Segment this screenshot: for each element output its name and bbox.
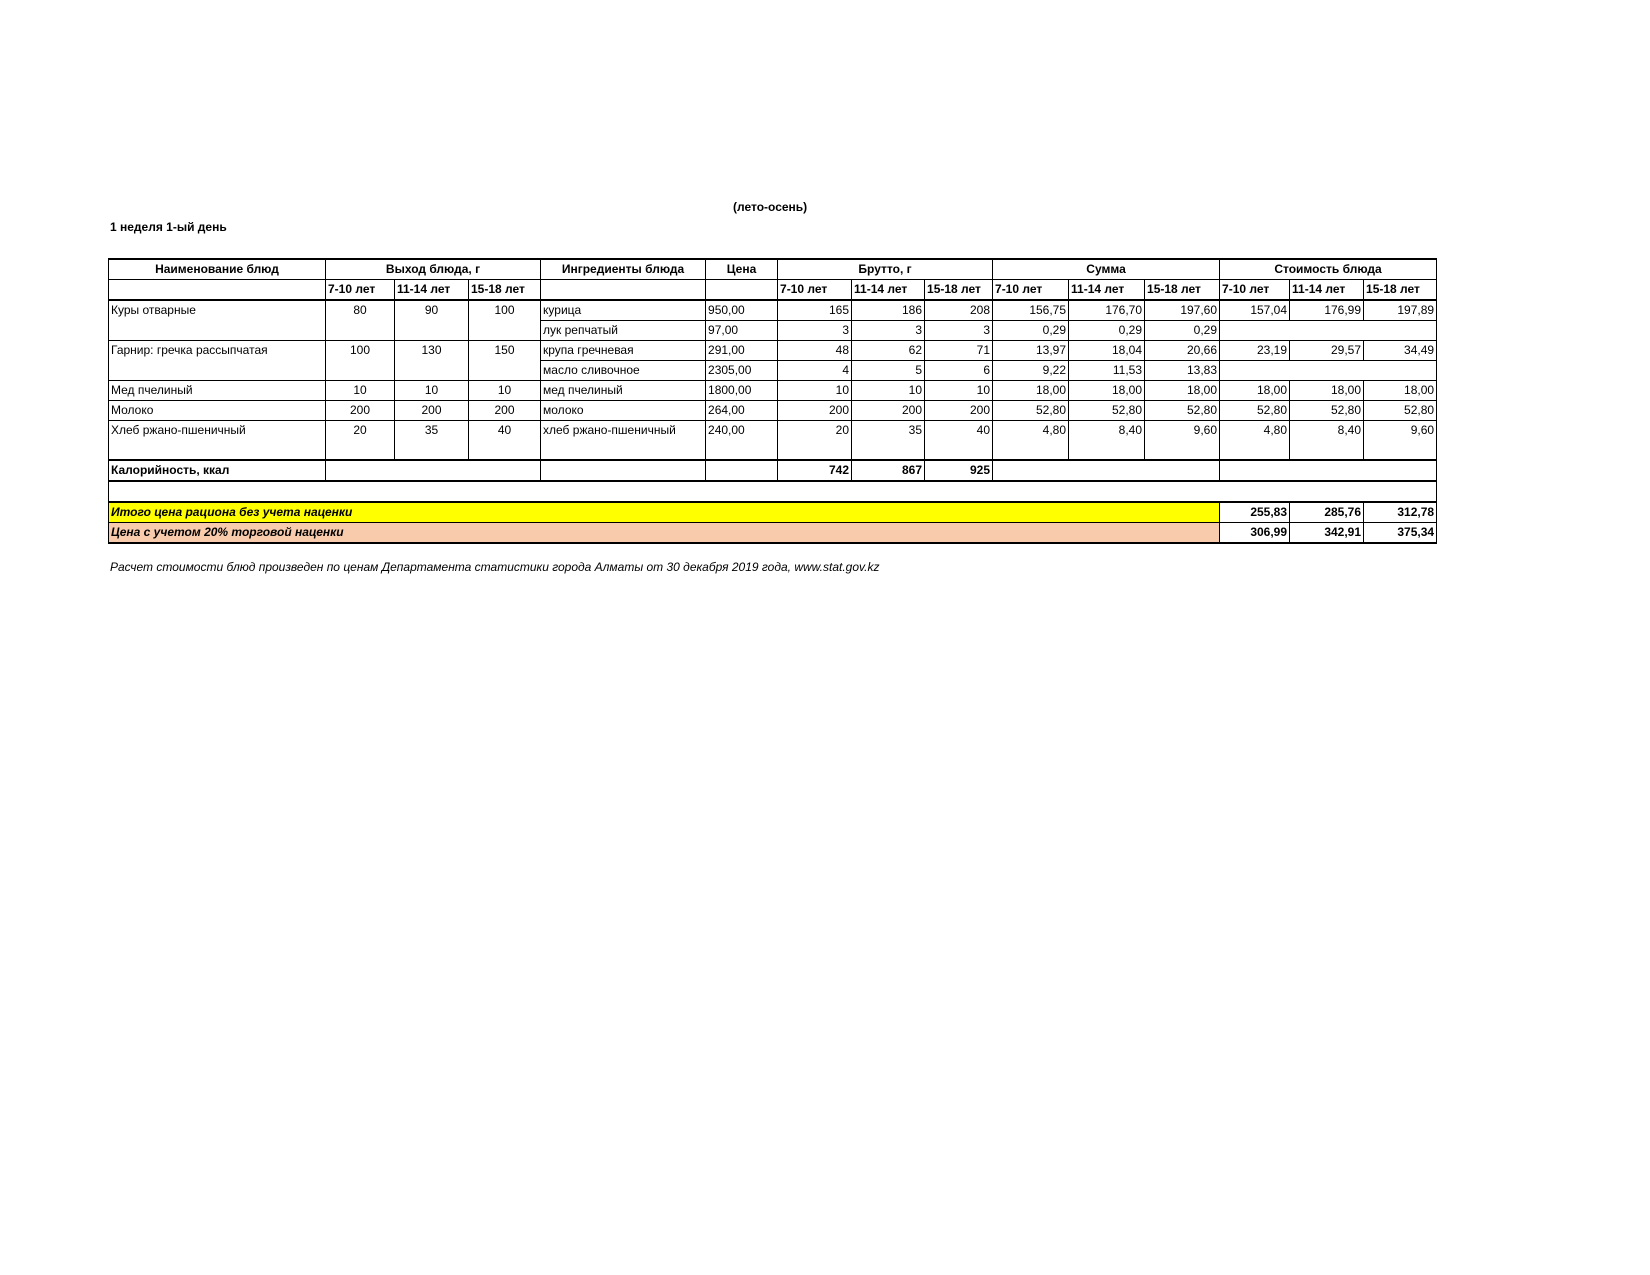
price-cell: 2305,00 xyxy=(706,361,778,381)
calories-label: Калорийность, ккал xyxy=(109,460,326,481)
ingredient-name: крупа гречневая xyxy=(541,341,706,361)
header-sum: Сумма xyxy=(993,259,1220,280)
gross-cell: 5 xyxy=(852,361,925,381)
sum-cell: 4,80 xyxy=(993,421,1069,461)
gross-cell: 4 xyxy=(778,361,852,381)
cost-cell: 18,00 xyxy=(1364,381,1437,401)
gross-cell: 35 xyxy=(852,421,925,461)
cost-cell: 176,99 xyxy=(1290,300,1364,321)
yield-cell: 200 xyxy=(326,401,395,421)
gross-cell: 10 xyxy=(925,381,993,401)
cost-cell: 9,60 xyxy=(1364,421,1437,461)
ingredient-name: масло сливочное xyxy=(541,361,706,381)
ingredient-name: лук репчатый xyxy=(541,321,706,341)
sum-cell: 11,53 xyxy=(1069,361,1145,381)
gross-cell: 3 xyxy=(925,321,993,341)
gross-cell: 48 xyxy=(778,341,852,361)
markup-value: 342,91 xyxy=(1290,523,1364,544)
sum-cell: 197,60 xyxy=(1145,300,1220,321)
calories-empty xyxy=(541,460,706,481)
sum-cell: 8,40 xyxy=(1069,421,1145,461)
gross-cell: 200 xyxy=(925,401,993,421)
yield-cell: 80 xyxy=(326,300,395,341)
calories-value: 742 xyxy=(778,460,852,481)
gross-cell: 20 xyxy=(778,421,852,461)
subheader-age: 7-10 лет xyxy=(1220,280,1290,301)
sum-cell: 0,29 xyxy=(993,321,1069,341)
cost-cell: 157,04 xyxy=(1220,300,1290,321)
gross-cell: 10 xyxy=(852,381,925,401)
gross-cell: 165 xyxy=(778,300,852,321)
sum-cell: 0,29 xyxy=(1145,321,1220,341)
subheader-row xyxy=(109,280,1437,301)
header-row xyxy=(109,259,1437,280)
sum-cell: 52,80 xyxy=(1145,401,1220,421)
yield-cell: 35 xyxy=(395,421,469,461)
yield-cell: 100 xyxy=(326,341,395,381)
header-cost: Стоимость блюда xyxy=(1220,259,1437,280)
total-value: 285,76 xyxy=(1290,502,1364,523)
sum-cell: 9,60 xyxy=(1145,421,1220,461)
subheader-empty xyxy=(109,280,326,301)
header-ingredients: Ингредиенты блюда xyxy=(541,259,706,280)
yield-cell: 150 xyxy=(469,341,541,381)
blank-row xyxy=(109,481,1437,502)
table-row xyxy=(109,381,1437,401)
source-note: Расчет стоимости блюд произведен по ценам Департамента статистики города Алматы от 30 декабря 2019 года, www.stat.gov.kz xyxy=(110,560,880,574)
total-value: 255,83 xyxy=(1220,502,1290,523)
gross-cell: 10 xyxy=(778,381,852,401)
season-label: (лето-осень) xyxy=(733,200,808,214)
dish-name: Мед пчелиный xyxy=(109,381,326,401)
price-cell: 950,00 xyxy=(706,300,778,321)
subheader-age: 15-18 лет xyxy=(469,280,541,301)
markup-row xyxy=(109,523,1437,544)
sum-cell: 18,00 xyxy=(1145,381,1220,401)
sum-cell: 9,22 xyxy=(993,361,1069,381)
gross-cell: 200 xyxy=(852,401,925,421)
yield-cell: 10 xyxy=(395,381,469,401)
calories-value: 867 xyxy=(852,460,925,481)
yield-cell: 130 xyxy=(395,341,469,381)
price-cell: 264,00 xyxy=(706,401,778,421)
subheader-age: 11-14 лет xyxy=(395,280,469,301)
cost-cell: 8,40 xyxy=(1290,421,1364,461)
blank-cell xyxy=(109,481,1437,502)
table-row xyxy=(109,421,1437,461)
gross-cell: 40 xyxy=(925,421,993,461)
subheader-age: 7-10 лет xyxy=(778,280,852,301)
yield-cell: 10 xyxy=(326,381,395,401)
sum-cell: 156,75 xyxy=(993,300,1069,321)
dish-name: Гарнир: гречка рассыпчатая xyxy=(109,341,326,381)
sum-cell: 18,00 xyxy=(993,381,1069,401)
gross-cell: 6 xyxy=(925,361,993,381)
price-cell: 1800,00 xyxy=(706,381,778,401)
yield-cell: 100 xyxy=(469,300,541,341)
cost-cell: 197,89 xyxy=(1364,300,1437,321)
subheader-age: 15-18 лет xyxy=(1364,280,1437,301)
gross-cell: 71 xyxy=(925,341,993,361)
cost-cell: 29,57 xyxy=(1290,341,1364,361)
table-row xyxy=(109,401,1437,421)
dish-name: Хлеб ржано-пшеничный xyxy=(109,421,326,461)
cost-cell: 52,80 xyxy=(1364,401,1437,421)
subheader-age: 15-18 лет xyxy=(925,280,993,301)
total-row xyxy=(109,502,1437,523)
cost-cell: 18,00 xyxy=(1290,381,1364,401)
price-cell: 240,00 xyxy=(706,421,778,461)
yield-cell: 20 xyxy=(326,421,395,461)
sum-cell: 18,00 xyxy=(1069,381,1145,401)
subheader-age: 11-14 лет xyxy=(852,280,925,301)
header-price: Цена xyxy=(706,259,778,280)
sum-cell: 18,04 xyxy=(1069,341,1145,361)
price-cell: 291,00 xyxy=(706,341,778,361)
header-gross: Брутто, г xyxy=(778,259,993,280)
gross-cell: 200 xyxy=(778,401,852,421)
subheader-age: 11-14 лет xyxy=(1290,280,1364,301)
yield-cell: 10 xyxy=(469,381,541,401)
dish-name: Молоко xyxy=(109,401,326,421)
price-cell: 97,00 xyxy=(706,321,778,341)
markup-value: 375,34 xyxy=(1364,523,1437,544)
sum-cell: 13,83 xyxy=(1145,361,1220,381)
sum-cell: 52,80 xyxy=(993,401,1069,421)
calories-empty xyxy=(326,460,541,481)
gross-cell: 186 xyxy=(852,300,925,321)
header-name: Наименование блюд xyxy=(109,259,326,280)
yield-cell: 90 xyxy=(395,300,469,341)
gross-cell: 3 xyxy=(778,321,852,341)
menu-cost-table xyxy=(108,258,1437,544)
sum-cell: 176,70 xyxy=(1069,300,1145,321)
total-label: Итого цена рациона без учета наценки xyxy=(109,502,1220,523)
calories-empty xyxy=(993,460,1220,481)
sum-cell: 13,97 xyxy=(993,341,1069,361)
subheader-empty xyxy=(706,280,778,301)
ingredient-name: хлеб ржано-пшеничный xyxy=(541,421,706,461)
ingredient-name: мед пчелиный xyxy=(541,381,706,401)
calories-row xyxy=(109,460,1437,481)
table-row xyxy=(109,300,1437,321)
calories-empty xyxy=(1220,460,1437,481)
subheader-empty xyxy=(541,280,706,301)
subheader-age: 15-18 лет xyxy=(1145,280,1220,301)
total-value: 312,78 xyxy=(1364,502,1437,523)
header-yield: Выход блюда, г xyxy=(326,259,541,280)
cost-cell: 4,80 xyxy=(1220,421,1290,461)
gross-cell: 62 xyxy=(852,341,925,361)
subheader-age: 11-14 лет xyxy=(1069,280,1145,301)
table-row xyxy=(109,341,1437,361)
calories-value: 925 xyxy=(925,460,993,481)
cost-cell: 52,80 xyxy=(1290,401,1364,421)
cost-cell: 34,49 xyxy=(1364,341,1437,361)
markup-label: Цена с учетом 20% торговой наценки xyxy=(109,523,1220,544)
subheader-age: 7-10 лет xyxy=(326,280,395,301)
subheader-age: 7-10 лет xyxy=(993,280,1069,301)
ingredient-name: курица xyxy=(541,300,706,321)
day-label: 1 неделя 1-ый день xyxy=(110,220,227,234)
cost-cell: 18,00 xyxy=(1220,381,1290,401)
cost-cell: 23,19 xyxy=(1220,341,1290,361)
sum-cell: 52,80 xyxy=(1069,401,1145,421)
yield-cell: 200 xyxy=(469,401,541,421)
cost-cell: 52,80 xyxy=(1220,401,1290,421)
yield-cell: 40 xyxy=(469,421,541,461)
cost-empty xyxy=(1220,321,1437,341)
cost-empty xyxy=(1220,361,1437,381)
sum-cell: 20,66 xyxy=(1145,341,1220,361)
markup-value: 306,99 xyxy=(1220,523,1290,544)
ingredient-name: молоко xyxy=(541,401,706,421)
sum-cell: 0,29 xyxy=(1069,321,1145,341)
gross-cell: 208 xyxy=(925,300,993,321)
gross-cell: 3 xyxy=(852,321,925,341)
yield-cell: 200 xyxy=(395,401,469,421)
calories-empty xyxy=(706,460,778,481)
dish-name: Куры отварные xyxy=(109,300,326,341)
